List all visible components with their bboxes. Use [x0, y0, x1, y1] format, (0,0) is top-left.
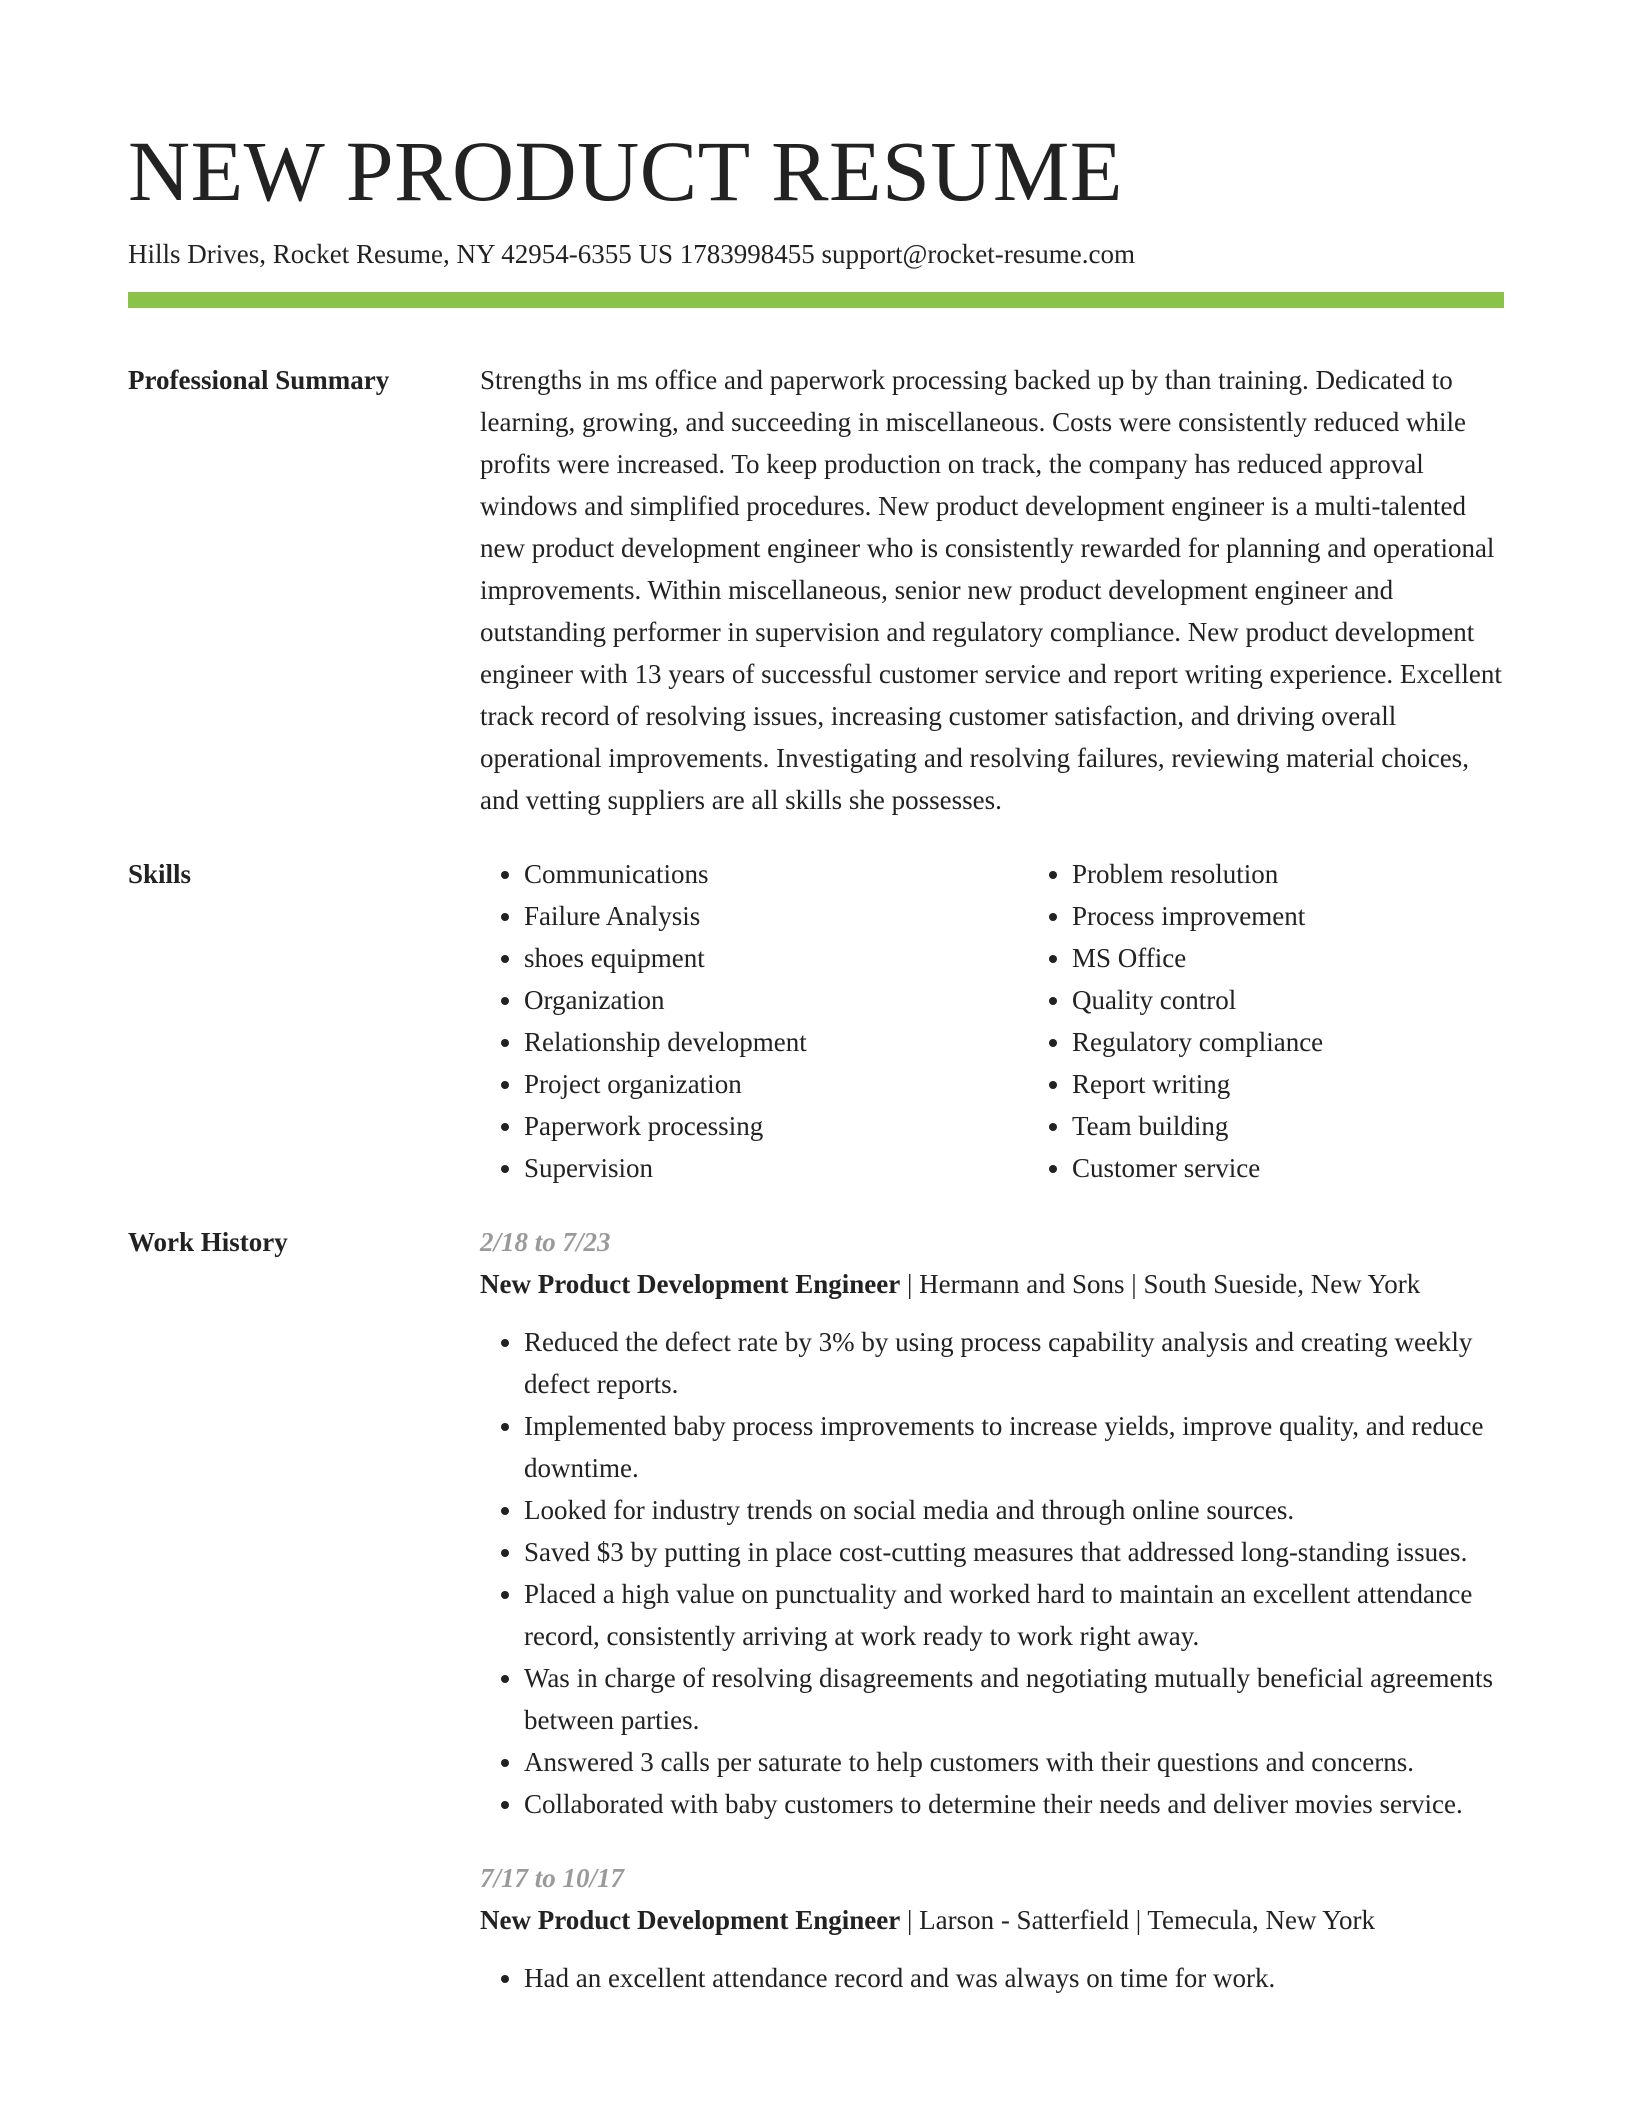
job-bullet: • Reduced the defect rate by 3% by using process capability analysis and creating weekly defect reports.: [524, 1321, 1504, 1405]
skill-item: • Supervision: [524, 1147, 1028, 1189]
skills-list-right: [1028, 853, 1576, 1189]
skill-item: • Quality control: [1072, 979, 1576, 1021]
job-bullet: • Looked for industry trends on social media and through online sources.: [524, 1489, 1504, 1531]
skills-columns: [480, 853, 1576, 1189]
job-entry: [480, 1857, 1504, 1999]
resume-page: [128, 0, 1504, 1999]
skill-item: • Communications: [524, 853, 1028, 895]
job-title: New Product Development Engineer: [480, 1905, 901, 1935]
skill-item: • MS Office: [1072, 937, 1576, 979]
skill-item: • Relationship development: [524, 1021, 1028, 1063]
skill-item: • Project organization: [524, 1063, 1028, 1105]
job-employer-location: | Hermann and Sons | South Sueside, New York: [900, 1269, 1421, 1299]
professional-summary-section: [128, 359, 1504, 821]
summary-text: Strengths in ms office and paperwork processing backed up by than training. Dedicated to learning, growing, and succeeding in miscellaneous. Costs were consistently reduced while profits were increased. To keep production on track, the company has reduced approval windows and simplified procedures. New product development engineer is a multi-talented new product development engineer who is consistently rewarded for planning and operational improvements. Within miscellaneous, senior new product development engineer and outstanding performer in supervision and regulatory compliance. New product development engineer with 13 years of successful customer service and report writing experience. Excellent track record of resolving issues, increasing customer satisfaction, and driving overall operational improvements. Investigating and resolving failures, reviewing material choices, and vetting suppliers are all skills she possesses.: [480, 365, 1502, 815]
job-bullet: • Collaborated with baby customers to determine their needs and deliver movies service.: [524, 1783, 1504, 1825]
job-bullet: • Saved $3 by putting in place cost-cutting measures that addressed long-standing issues.: [524, 1531, 1504, 1573]
skill-item: • Customer service: [1072, 1147, 1576, 1189]
job-heading: [480, 1899, 1504, 1941]
contact-line: Hills Drives, Rocket Resume, NY 42954-6355 US 1783998455 support@rocket-resume.com: [128, 239, 1135, 269]
resume-title: NEW PRODUCT RESUME: [128, 123, 1123, 219]
skills-list-left: [480, 853, 1028, 1189]
accent-divider: [128, 292, 1504, 308]
job-dates: 7/17 to 10/17: [480, 1863, 625, 1893]
skill-item: • Paperwork processing: [524, 1105, 1028, 1147]
job-dates: 2/18 to 7/23: [480, 1227, 611, 1257]
skills-body: [480, 853, 1576, 1189]
job-employer-location: | Larson - Satterfield | Temecula, New York: [900, 1905, 1375, 1935]
skill-item: • Report writing: [1072, 1063, 1576, 1105]
job-bullet: • Was in charge of resolving disagreements and negotiating mutually beneficial agreements between parties.: [524, 1657, 1504, 1741]
job-title: New Product Development Engineer: [480, 1269, 901, 1299]
skill-item: • Organization: [524, 979, 1028, 1021]
job-bullet: • Placed a high value on punctuality and worked hard to maintain an excellent attendance record, consistently arriving at work ready to work right away.: [524, 1573, 1504, 1657]
job-entry: [480, 1221, 1504, 1825]
skill-item: • Team building: [1072, 1105, 1576, 1147]
job-bullet: • Answered 3 calls per saturate to help customers with their questions and concerns.: [524, 1741, 1504, 1783]
work-history-body: [480, 1221, 1504, 1999]
section-label-work: Work History: [128, 1227, 288, 1257]
job-bullet-list: [480, 1321, 1504, 1825]
work-history-section: [128, 1221, 1504, 1999]
skill-item: • shoes equipment: [524, 937, 1028, 979]
job-bullet: • Had an excellent attendance record and was always on time for work.: [524, 1957, 1504, 1999]
section-label-skills: Skills: [128, 859, 192, 889]
skill-item: • Failure Analysis: [524, 895, 1028, 937]
skill-item: • Problem resolution: [1072, 853, 1576, 895]
summary-body: [480, 359, 1504, 821]
skill-item: • Regulatory compliance: [1072, 1021, 1576, 1063]
section-label-summary: Professional Summary: [128, 365, 390, 395]
job-heading: [480, 1263, 1504, 1305]
skill-item: • Process improvement: [1072, 895, 1576, 937]
job-bullet-list: [480, 1957, 1504, 1999]
skills-section: [128, 853, 1504, 1189]
job-bullet: • Implemented baby process improvements to increase yields, improve quality, and reduce downtime.: [524, 1405, 1504, 1489]
